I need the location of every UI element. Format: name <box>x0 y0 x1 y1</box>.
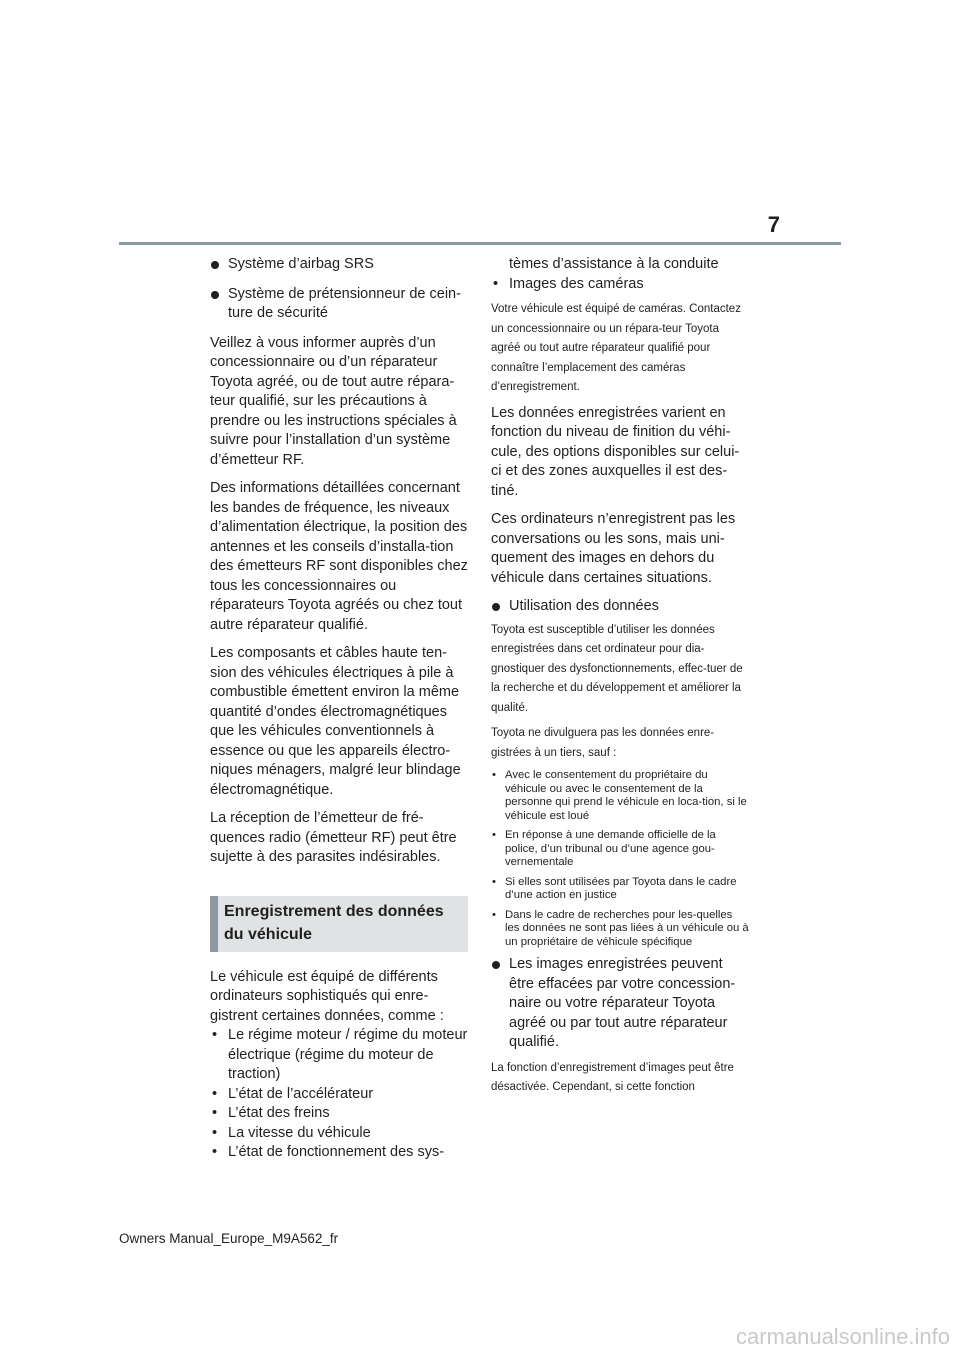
list-item: • Dans le cadre de recherches pour les-quelles les données ne sont pas liées à un véhicule ou à un propriétaire de véhicule spécifique <box>491 909 749 950</box>
paragraph-no-sound: Ces ordinateurs n’enregistrent pas les conversations ou les sons, mais uni-quement des images en dehors du véhicule dans certaines situations. <box>491 511 736 586</box>
list-item: • Le régime moteur / régime du moteur électrique (régime du moteur de traction) <box>210 1026 468 1085</box>
paragraph-reception: La réception de l’émetteur de fré-quences radio (émetteur RF) peut être sujette à des parasites indésirables. <box>210 810 457 865</box>
list-item: • En réponse à une demande officielle de la police, d’un tribunal ou d’une agence gou-vernementale <box>491 829 749 870</box>
list-item: • Avec le consentement du propriétaire du véhicule ou avec le consentement de la personne qui prend le véhicule en loca-tion, si le véhicule est loué <box>491 769 749 823</box>
left-column <box>210 255 468 1171</box>
header-divider <box>119 242 841 245</box>
list-item: • L’état de l’accélérateur <box>210 1085 468 1105</box>
right-column <box>491 255 749 1104</box>
list-item: • La vitesse du véhicule <box>210 1124 468 1144</box>
paragraph-data-intro: Le véhicule est équipé de différents ordinateurs sophistiqués qui enre-gistrent certaines données, comme : <box>210 968 444 1024</box>
exceptions-list <box>491 769 749 949</box>
note-usage: Toyota est susceptible d’utiliser les données enregistrées dans cet ordinateur pour dia-gnostiquer des dysfonctionnements, effec-tuer de la recherche et du développement et améliorer la qualité. <box>491 623 743 714</box>
bullet-airbag: Système d’airbag SRS <box>210 255 468 275</box>
bullet-data-usage: Utilisation des données <box>491 597 749 617</box>
recorded-data-list-continued <box>491 255 749 294</box>
section-heading-data-recording: Enregistrement des données du véhicule <box>210 896 468 952</box>
note-disclosure: Toyota ne divulguera pas les données enre-gistrées à un tiers, sauf : <box>491 727 715 759</box>
page-number: 7 <box>767 212 780 237</box>
paragraph-electromagnetic: Les composants et câbles haute ten-sion des véhicules électriques à pile à combustible émettent environ la même quantité d’ondes électromagnétiques que les véhicules conventionnels à essence ou que les appareils électro-niques ménagers, malgré leur blindage électromagnétique. <box>210 645 461 798</box>
list-item: • Si elles sont utilisées par Toyota dans le cadre d’une action en justice <box>491 876 749 903</box>
list-item: • L’état de fonctionnement des sys- <box>210 1143 468 1163</box>
list-item-cameras: • Images des caméras <box>491 275 749 295</box>
note-disable-recording: La fonction d’enregistrement d’images peut être désactivée. Cependant, si cette fonction <box>491 1061 734 1093</box>
paragraph-rf-advice: Veillez à vous informer auprès d’un concessionnaire ou d’un réparateur Toyota agréé, ou de tout autre répara-teur qualifié, sur les précautions à prendre ou les instructions spéciales à suivre pour l’installation d’un système d’émetteur RF. <box>210 334 457 468</box>
note-cameras: Votre véhicule est équipé de caméras. Contactez un concessionnaire ou un répara-teur Toyota agréé ou tout autre réparateur qualifié pour connaître l’emplacement des caméras d’enregistrement. <box>491 303 741 393</box>
list-item-continuation: tèmes d’assistance à la conduite <box>509 256 719 272</box>
paragraph-data-vary: Les données enregistrées varient en fonction du niveau de finition du véhi-cule, des options disponibles sur celui-ci et des zones auxquelles il est des-tiné. <box>491 404 740 499</box>
recorded-data-list <box>210 1026 468 1163</box>
paragraph-rf-info: Des informations détaillées concernant les bandes de fréquence, les niveaux d’alimentation électrique, la position des antennes et les conseils d’installa-tion des émetteurs RF sont disponibles chez tous les concessionnaires ou réparateurs Toyota agréés ou chez tout autre réparateur qualifié. <box>210 480 468 633</box>
watermark: carmanualsonline.info <box>735 1324 950 1349</box>
bullet-image-deletion: Les images enregistrées peuvent être effacées par votre concession-naire ou votre réparateur Toyota agréé ou par tout autre réparateur qualifié. <box>491 955 749 1053</box>
list-item: • L’état des freins <box>210 1104 468 1124</box>
bullet-pretensioner: Système de prétensionneur de cein-ture de sécurité <box>210 285 468 324</box>
footer-manual-label: Owners Manual_Europe_M9A562_fr <box>119 1231 339 1246</box>
